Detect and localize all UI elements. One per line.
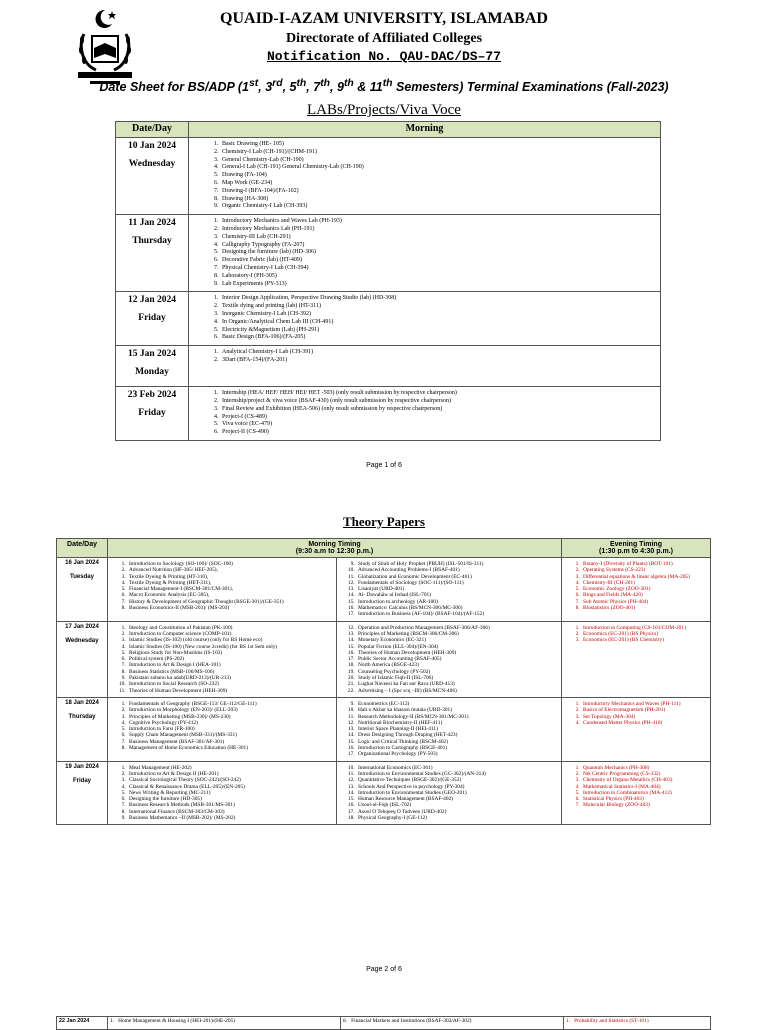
labs-title: LABs/Projects/Viva Voce [307, 102, 461, 118]
list-item: 10. Introduction to Social Research (SO-232) [127, 681, 335, 687]
subjects-cell [189, 138, 661, 215]
list-item: 4. Islamic Studies (IS-100) (New course 2credit) (for BS 1st Sem only) [127, 644, 335, 650]
list-item: 22. Advertising – I (Spc scq –III) (BS/MCN-406) [356, 688, 560, 694]
list-item: 1. Introduction to Sociology (SO-100)/ (SOC-100) [127, 561, 335, 567]
list-item: 6. Basic Design (BFA-106)/(FA-205) [220, 334, 659, 342]
list-item: 2. Introduction to Computer science (COMP-101) [127, 631, 335, 637]
list-item: 14. Al- Dawahāw al Irshad (ISL-701) [356, 592, 560, 598]
exam-date: 18 Jan 2024 [65, 699, 99, 706]
list-item: 1. Interior Design Application, Perspective Drawing Studio (lab) (HD-308) [220, 295, 659, 303]
list-item: 4. In Organic/Analytical Chem Lab III (CH-491) [220, 319, 659, 327]
list-item: 11. Research Methodology-II (BS/MCN-301/MC-301) [356, 714, 560, 720]
list-item: 6. Map Work (GE-234) [220, 180, 659, 188]
subject-list [190, 347, 659, 367]
labs-row [116, 215, 661, 292]
morning-list [109, 559, 335, 613]
morning-cell-right [337, 761, 562, 825]
list-item: 5. Viva voice (EC-479) [220, 421, 659, 429]
list-item: 15. Logic and Critical Thinking (BSCM-402) [356, 739, 560, 745]
list-item: 5. News Writing & Reporting (MC-211) [127, 790, 335, 796]
evening-time: (1:30 p.m to 4:30 p.m.) [599, 548, 673, 555]
list-item: 5. Drawing (FA-104) [220, 172, 659, 180]
list-item: 2. Internship/project & viva voice (BSAF-430) (only result submission by respective chairperson) [220, 398, 659, 406]
date-cell [57, 558, 108, 622]
exam-day: Friday [138, 408, 166, 419]
list-item: 10. International Economics (EC-361) [356, 765, 560, 771]
next-evening: 1. Probability and Statistics (ST-101) [564, 1017, 711, 1030]
list-item: 10. Hali o Akbar ka khasosi mutala (URD-301) [356, 707, 560, 713]
list-item: 16. Introduction to Cartography (BSGE-401) [356, 745, 560, 751]
list-item: 3. Set Topology (MA-304) [581, 714, 709, 720]
list-item: 3. Inorganic Chemistry-I Lab (CH-392) [220, 311, 659, 319]
theory-row [57, 697, 711, 761]
list-item: 6. Statistical Physics (PH-403) [581, 796, 709, 802]
morning-list [338, 559, 560, 620]
date-cell [57, 761, 108, 825]
morning-list [338, 623, 560, 696]
theory-title: Theory Papers [343, 514, 425, 529]
next-left-text: Home Management & Housing I (HEI-201)/(HE-205) [118, 1018, 236, 1024]
list-item: 1. Botany-I (Diversity of Plants) (BOT-101) [581, 561, 709, 567]
list-item: 9. Organic Chemistry-I Lab (CH-393) [220, 203, 659, 211]
list-item: 9. Lab Experiments (PY-313) [220, 281, 659, 289]
evening-cell [562, 558, 711, 622]
list-item: 1. Ideology and Constitution of Pakistan (PK-100) [127, 625, 335, 631]
subjects-cell [189, 387, 661, 441]
list-item: 8. Management of Home Economics Education (HE-301) [127, 745, 335, 751]
labs-row [116, 387, 661, 441]
evening-cell [562, 697, 711, 761]
morning-cell-left [108, 558, 337, 622]
list-item: 5. Introduction to Combinatorics (MA-412) [581, 790, 709, 796]
list-item: 4. Chemistry-III (CH-201) [581, 580, 709, 586]
list-item: 2. Advanced Nutrition (HF-305/ HEF-205), [127, 567, 335, 573]
evening-list [563, 763, 709, 811]
evening-list [563, 699, 709, 728]
list-item: 1. Fundamentals of Geography (BSGE-113/ GE-112/GE-111) [127, 701, 335, 707]
theory-row [57, 558, 711, 622]
list-item: 9. Econometrics (EC-312) [356, 701, 560, 707]
exam-day: Thursday [132, 236, 172, 247]
list-item: 7. Molecular Biology (ZOO-403) [581, 802, 709, 808]
directorate-name: Directorate of Affiliated Colleges [285, 31, 483, 46]
list-item: 2. Introduction to Morphology (EN-203)/ (ELL-203) [127, 707, 335, 713]
morning-list [109, 763, 335, 824]
theory-header-morning [108, 539, 562, 558]
list-item: 7. Introduction to Art & Design I (HEA-101) [127, 662, 335, 668]
list-item: 1. Internship (HEA/ HEF/ HEH/ HEI/ HET -503) (only result submission by respective chairperson) [220, 390, 659, 398]
list-item: 5. Introduction to Farsi (FR-100) [127, 726, 335, 732]
theory-row [57, 621, 711, 697]
list-item: 7. Business Management (BSAF-301/AF-301) [127, 739, 335, 745]
list-item: 15. Popular Fiction (ELL-304)/(EN-304) [356, 644, 560, 650]
list-item: 7. History & Development of Geographic Thought (BSGE-301)/(GE-351) [127, 599, 335, 605]
list-item: 7. Business Research Methods (MSB-301/MS-301) [127, 802, 335, 808]
list-item: 5. Economic Zoology (ZOO-301) [581, 586, 709, 592]
list-item: 2. Chemistry-I Lab (CH-191)/(CHM-191) [220, 149, 659, 157]
exam-date: 15 Jan 2024 [127, 349, 177, 360]
next-evening-text: Probability and Statistics (ST-101) [574, 1018, 649, 1024]
list-item: 3. Principles of Marketing (MSB-230)/ (MS-230) [127, 714, 335, 720]
list-item: 21. Lughat Naveesi ka Fan aur Rava (URD-413) [356, 681, 560, 687]
list-item: 8. Business Economics-II (MSB-203)/ (MS-203) [127, 605, 335, 611]
list-item: 17. Organizational Psychology (PY-503) [356, 751, 560, 757]
morning-list [109, 623, 335, 696]
labs-header-morning: Morning [189, 122, 661, 138]
list-item: 1. Meal Management (HE-202) [127, 765, 335, 771]
list-item: 14. Monetary Economics (EC-321) [356, 637, 560, 643]
morning-cell-left [108, 697, 337, 761]
morning-label: Morning Timing [308, 541, 361, 548]
date-cell [57, 697, 108, 761]
exam-date: 19 Jan 2024 [65, 763, 99, 770]
list-item: 6. Political system (PS-202) [127, 656, 335, 662]
exam-day: Friday [138, 313, 166, 324]
date-cell [116, 138, 189, 215]
list-item: 3. Differential equations & linear algebra (MA-205) [581, 574, 709, 580]
exam-day: Friday [72, 777, 91, 784]
evening-cell [562, 761, 711, 825]
list-item: 20. Study of Islamic Fiqh-II (ISL-706) [356, 675, 560, 681]
list-item: 7. Physical Chemistry-I Lab (CH-394) [220, 265, 659, 273]
morning-cell-right [337, 558, 562, 622]
list-item: 16. Mathematics/ Calculus (BS/MCN-306/MC-306) [356, 605, 560, 611]
list-item: 4. Mathematical Statistics-I (MA-404) [581, 784, 709, 790]
subject-list [190, 139, 659, 213]
next-date: 22 Jan 2024 [57, 1017, 108, 1030]
list-item: 13. Lisaniyat (URD-401) [356, 586, 560, 592]
exam-date: 12 Jan 2024 [127, 295, 177, 306]
theory-header-evening [562, 539, 711, 558]
list-item: 7. Drawing-I (BFA-104)/(FA-102) [220, 188, 659, 196]
subjects-cell [189, 292, 661, 346]
list-item: 4. Classical & Renaissance Drama (ELL-205)/(EN-205) [127, 784, 335, 790]
list-item: 1. Introductory Mechanics and Waves Lab (PH-193) [220, 218, 659, 226]
list-item: 6. Designing the furniture (HD-305) [127, 796, 335, 802]
list-item: 11. Theories of Human Development (HEH-309) [127, 688, 335, 694]
university-name: QUAID-I-AZAM UNIVERSITY, ISLAMABAD [220, 10, 548, 27]
exam-date: 17 Jan 2024 [65, 623, 99, 630]
exam-day: Monday [135, 367, 169, 378]
list-item: 4. Project-I (CS-489) [220, 414, 659, 422]
list-item: 6. Project-II (CS-490) [220, 429, 659, 437]
list-item: 15. Human Resource Management (BSAF-402) [356, 796, 560, 802]
list-item: 15. Introduction to archeology (AR-100) [356, 599, 560, 605]
exam-date: 23 Feb 2024 [127, 390, 177, 401]
date-cell [57, 621, 108, 697]
subject-list [190, 293, 659, 344]
list-item: 13. Principles of Marketing (BSCM-306/CM-306) [356, 631, 560, 637]
list-item: 1. Introductory Mechanics and Waves (PH-111) [581, 701, 709, 707]
list-item: 13. Interior Space Planning-II (HEI-411) [356, 726, 560, 732]
list-item: 4. Calligraphy Typography (FA-207) [220, 242, 659, 250]
subjects-cell [189, 346, 661, 387]
theory-header-date: Date/Day [57, 539, 108, 558]
list-item: 18. Physical Geography-I (GE-112) [356, 815, 560, 821]
list-item: 8. International Finance (BSCM-303/CM-303) [127, 809, 335, 815]
next-left: 1. Home Management & Housing I (HEI-201)/(HE-205) [108, 1017, 341, 1030]
list-item: 11. Introduction to Environmental Studies (GC-302)/(AN-314) [356, 771, 560, 777]
exam-day: Tuesday [70, 574, 94, 580]
date-sheet-title: Date Sheet for BS/ADP (1st, 3rd, 5th, 7th, 9th & 11th Semesters) Terminal Examinations (Fall-2023) [99, 78, 669, 95]
list-item: 12. Operation and Production Management (BSAF-306/AF-306) [356, 625, 560, 631]
evening-cell [562, 621, 711, 697]
list-item: 7. Sub Atomic Physics (PH-404) [581, 599, 709, 605]
morning-cell-left [108, 761, 337, 825]
morning-time: (9:30 a.m to 12:30 p.m.) [295, 548, 374, 555]
subject-list [190, 388, 659, 439]
exam-date: 10 Jan 2024 [127, 141, 177, 151]
exam-date: 16 Jan 2024 [65, 560, 99, 566]
list-item: 8. Drawing (HA-308) [220, 196, 659, 204]
list-item: 4. Cognitive Psychology (PY-412) [127, 720, 335, 726]
page-header [0, 0, 768, 100]
next-right: 8. Financial Markets and Institutions (BSAF-302/AF-302) [341, 1017, 564, 1030]
list-item: 1. Introduction to Computing (CS-101/COM-201) [581, 625, 709, 631]
list-item: 2. Operating Systems (CS-223) [581, 567, 709, 573]
list-item: 12. Quantitative Techniques (BSGE-302)/(GE-352) [356, 777, 560, 783]
morning-list [338, 699, 560, 760]
list-item: 6. Macro Economic Analysis (EC-305), [127, 592, 335, 598]
list-item: 18. North America (BSGE-423) [356, 662, 560, 668]
subject-list [190, 216, 659, 290]
list-item: 17. Introduction to Business (AF-104)/ (BSAF-104)/(AF-152) [356, 611, 560, 617]
list-item: 17. Public Sector Accounting (BSAF-405) [356, 656, 560, 662]
list-item: 11. Globalization and Economic Development (EC-461) [356, 574, 560, 580]
list-item: 9. Study of Sirah of Holy Prophet (PBUH) (ISL-501/IS-311) [356, 561, 560, 567]
list-item: 12. Fundamentals of Sociology (SOC-111)/(SO-111) [356, 580, 560, 586]
list-item: 13. Schools And Perspective in psychology (PY-304) [356, 784, 560, 790]
exam-day: Wednesday [65, 637, 99, 644]
list-item: 8. Business Statistics (MSB-106/MS-106) [127, 669, 335, 675]
labs-row [116, 138, 661, 215]
list-item: 6. Decorative Fabric (lab) (HT-409) [220, 257, 659, 265]
list-item: 8. Biostatistics (ZOO-401) [581, 605, 709, 611]
morning-cell-right [337, 697, 562, 761]
evening-label: Evening Timing [610, 541, 662, 548]
list-item: 9. Pakistani zubano ka adab(URD-213)/(UR-213) [127, 675, 335, 681]
list-item: 5. Designing the furniture (lab) (HD-306) [220, 249, 659, 257]
list-item: 3. General Chemistry-Lab (CH-190) [220, 157, 659, 165]
subjects-cell [189, 215, 661, 292]
morning-list [109, 699, 335, 753]
list-item: 3. Textile Dyeing & Printing (HT-310), [127, 574, 335, 580]
date-cell [116, 387, 189, 441]
labs-header-date: Date/Day [116, 122, 189, 138]
date-cell [116, 215, 189, 292]
list-item: 3. Chemistry of Organo Metallics (CH-403) [581, 777, 709, 783]
page-number: Page 2 of 6 [366, 966, 402, 973]
list-item: 9. Business Mathematics –II (MSB-202)/ (MS-202) [127, 815, 335, 821]
list-item: 16. Theories of Human Development (HEH-309) [356, 650, 560, 656]
list-item: 1. Basic Drawing (HE- 105) [220, 141, 659, 149]
list-item: 5. Electricity &Magnetism (Lab) (PH-291) [220, 327, 659, 335]
list-item: 12. Nutritional Biochemistry-II (HEF-411) [356, 720, 560, 726]
list-item: 6. Supply Chain Management (MSB-331)/(MS-331) [127, 732, 335, 738]
list-item: 5. Financial Management-I (BSCM-301/CM-301), [127, 586, 335, 592]
list-item: 17. Asool O Tehqeeq O Tadveen (URD-402) [356, 809, 560, 815]
list-item: 5. Religious Study for Non-Muslims (IS-103) [127, 650, 335, 656]
list-item: 10. Advanced Accounting Problems-I (BSAF-401) [356, 567, 560, 573]
notification-number: Notification No. QAU-DAC/DS–77 [266, 49, 502, 64]
labs-row [116, 346, 661, 387]
page-number: Page 1 of 6 [366, 462, 402, 469]
exam-day: Wednesday [128, 159, 176, 169]
list-item: 3. Classical Sociological Theory (SOC-242)/(SO-242) [127, 777, 335, 783]
list-item: 14. Introduction to Environmental Studies (GEO-201) [356, 790, 560, 796]
date-cell [116, 292, 189, 346]
next-right-text: Financial Markets and Institutions (BSAF-302/AF-302) [351, 1018, 472, 1024]
list-item: 2. Basics of Electromagnetism (PH-201) [581, 707, 709, 713]
list-item: 2. Textile dying and printing (lab) (HT-311) [220, 303, 659, 311]
exam-day: Thursday [68, 713, 96, 720]
list-item: 3. Chemistry-III Lab (CH-291) [220, 234, 659, 242]
list-item: 1. Quantum Mechanics (PH-308) [581, 765, 709, 771]
labs-row [116, 292, 661, 346]
list-item: 2. 3Dart (BFA-154)/(FA-201) [220, 357, 659, 365]
list-item: 4. Condensed Matter Physics (PH-410) [581, 720, 709, 726]
list-item: 2. Economics (EC-201) (BS Physics) [581, 631, 709, 637]
morning-list [338, 763, 560, 824]
date-cell [116, 346, 189, 387]
list-item: 1. Analytical Chemistry-I Lab (CH-391) [220, 349, 659, 357]
list-item: 19. Counseling Psychology (PY-502) [356, 669, 560, 675]
list-item: 8. Laboratory-I (PH-305) [220, 273, 659, 281]
list-item: 6. Rings and Fields (MA-420) [581, 592, 709, 598]
list-item: 2. Introductory Mechanics Lab (PH-191) [220, 226, 659, 234]
exam-date: 11 Jan 2024 [128, 218, 176, 229]
labs-table [115, 121, 661, 441]
next-page-table [56, 1016, 711, 1030]
list-item: 3. Islamic Studies (IS-102) (old course) (only for BS Home eco) [127, 637, 335, 643]
theory-row [57, 761, 711, 825]
theory-table [56, 538, 711, 825]
morning-cell-left [108, 621, 337, 697]
morning-cell-right [337, 621, 562, 697]
list-item: 2. Net Centric Programming (CS-332) [581, 771, 709, 777]
list-item: 4. Textile Dyeing & Printing (HET-311), [127, 580, 335, 586]
list-item: 3. Final Review and Exhibition (HEA-506) (only result submission by respective chairperson) [220, 406, 659, 414]
evening-list [563, 559, 709, 613]
list-item: 14. Dress Designing Through Draping (HET-423) [356, 732, 560, 738]
list-item: 16. Usool-al-Fiqh (ISL-702) [356, 802, 560, 808]
list-item: 3. Economics (EC-201) (BS Chemistry) [581, 637, 709, 643]
list-item: 2. Introduction to Art & Design II (HE-201) [127, 771, 335, 777]
list-item: 4. General-I Lab (CH-191) General Chemistry-Lab (CH-190) [220, 164, 659, 172]
evening-list [563, 623, 709, 646]
